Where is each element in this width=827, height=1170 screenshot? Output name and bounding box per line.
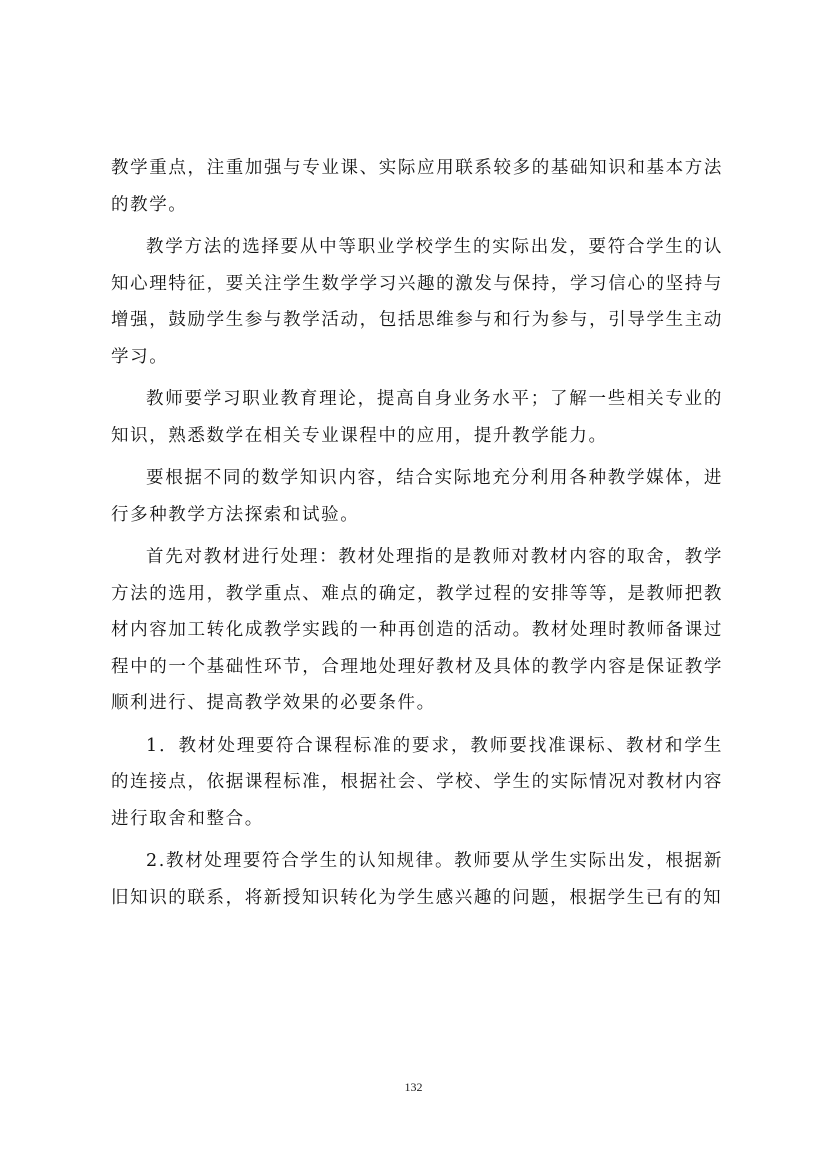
paragraph-3: 教师要学习职业教育理论，提高自身业务水平；了解一些相关专业的知识，熟悉数学在相关专业课程中的应用，提升教学能力。 — [111, 389, 723, 446]
paragraph-5: 首先对教材进行处理：教材处理指的是教师对教材内容的取舍，教学方法的选用，教学重点、难点的确定，教学过程的安排等等，是教师把教材内容加工转化成教学实践的一种再创造的活动。教材处理时教师备课过程中的一个基础性环节，合理地处理好教材及具体的教学内容是保证教学顺利进行、提高教学效果的必要条件。 — [111, 547, 723, 713]
paragraph-1: 教学重点，注重加强与专业课、实际应用联系较多的基础知识和基本方法的教学。 — [111, 158, 723, 215]
page-number: 132 — [404, 1080, 423, 1094]
paragraph-2: 教学方法的选择要从中等职业学校学生的实际出发，要符合学生的认知心理特征，要关注学生数学学习兴趣的激发与保持，学习信心的坚持与增强，鼓励学生参与教学活动，包括思维参与和行为参与，引导学生主动学习。 — [111, 237, 723, 367]
paragraph-6: 1．教材处理要符合课程标准的要求，教师要找准课标、教材和学生的连接点，依据课程标准，根据社会、学校、学生的实际情况对教材内容进行取舍和整合。 — [111, 735, 723, 829]
page-body — [111, 150, 723, 922]
paragraph-7: 2.教材处理要符合学生的认知规律。教师要从学生实际出发，根据新旧知识的联系，将新授知识转化为学生感兴趣的问题，根据学生已有的知 — [111, 851, 723, 908]
paragraph-4: 要根据不同的数学知识内容，结合实际地充分利用各种教学媒体，进行多种教学方法探索和试验。 — [111, 468, 723, 525]
